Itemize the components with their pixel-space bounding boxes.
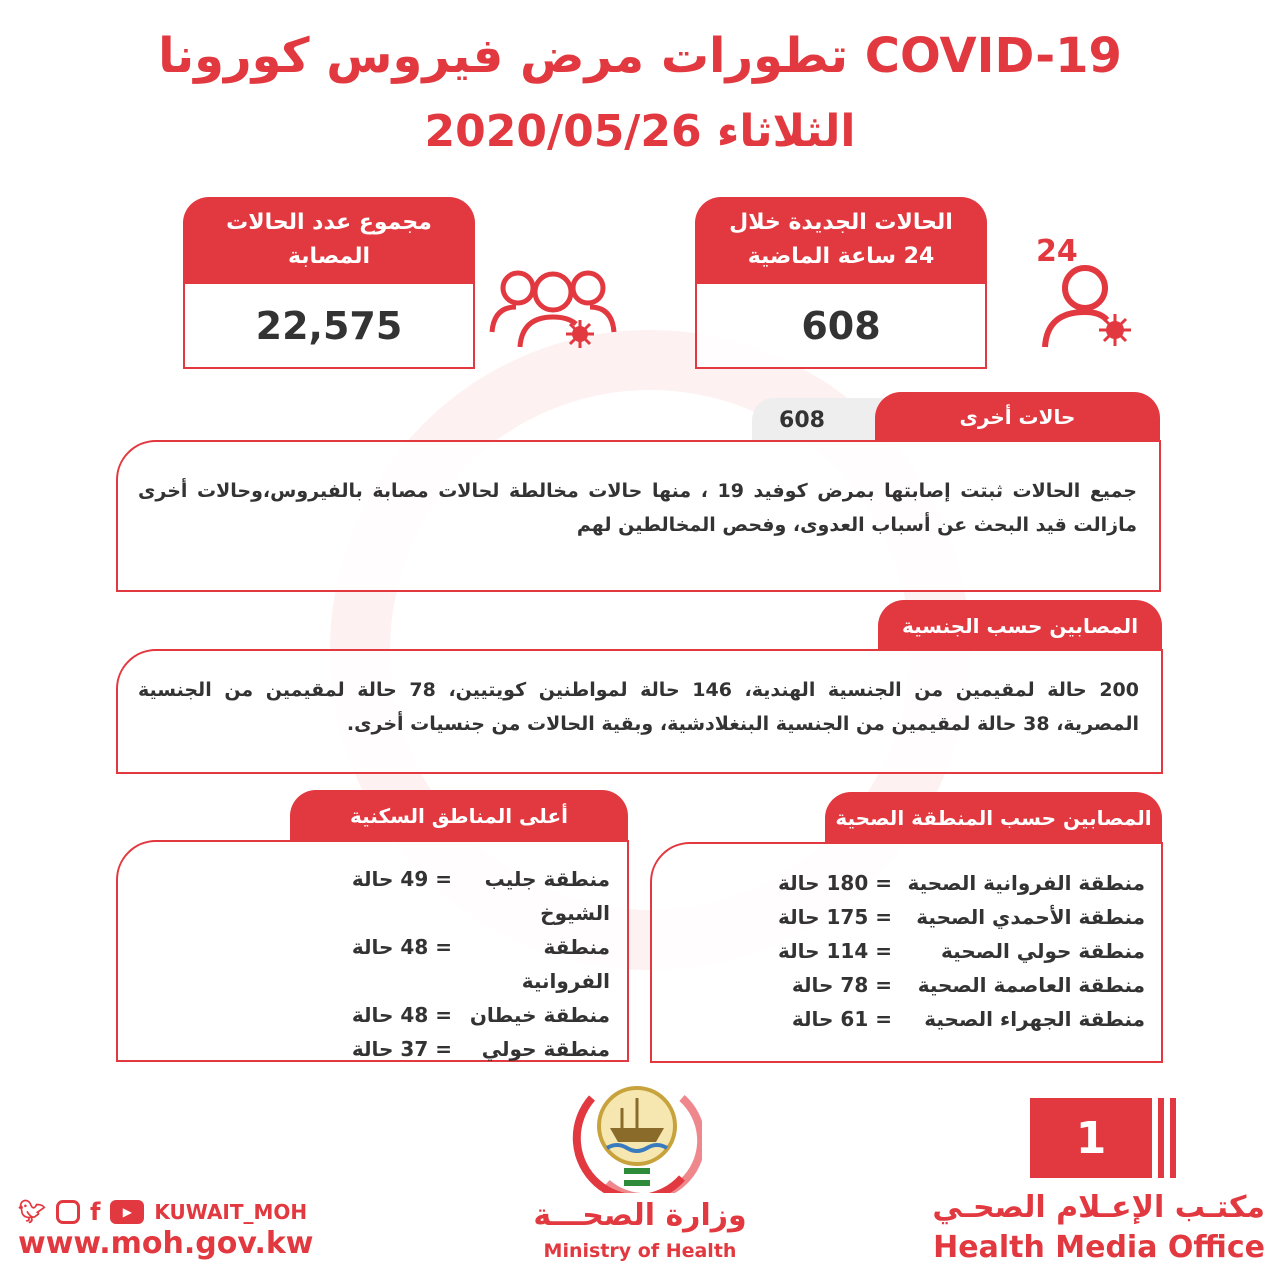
social-handle[interactable]: KUWAIT_MOH	[154, 1200, 308, 1224]
region-name: منطقة الأحمدي الصحية	[916, 905, 1145, 929]
social-links	[18, 1198, 307, 1226]
health-regions-label: المصابين حسب المنطقة الصحية	[825, 792, 1162, 844]
region-name: منطقة خيطان	[469, 1003, 610, 1027]
other-cases-text: جميع الحالات ثبتت إصابتها بمرض كوفيد 19 ، منها حالات مخالطة لحالات مصابة بالفيروس،وحالات أخرى مازالت قيد البحث عن أسباب العدوى، وفحص المخالطين لهم	[116, 440, 1161, 592]
region-value: = 180 حالة	[777, 871, 892, 895]
nationality-label: المصابين حسب الجنسية	[878, 600, 1162, 651]
new-cases-value: 608	[695, 282, 987, 369]
ministry-name-en: Ministry of Health	[543, 1240, 737, 1262]
new-cases-badge: 24	[1036, 234, 1078, 269]
decor-bar	[1170, 1098, 1176, 1178]
region-name: منطقة جليب الشيوخ	[484, 867, 610, 925]
nationality-text: 200 حالة لمقيمين من الجنسية الهندية، 146 حالة لمواطنين كويتيين، 78 حالة لمقيمين من الجنسية المصرية، 38 حالة لمقيمين من الجنسية البنغلادشية، وبقية الحالات من جنسيات أخرى.	[116, 649, 1163, 774]
twitter-icon[interactable]: 🐦︎	[18, 1199, 46, 1225]
new-cases-label: الحالات الجديدة خلال 24 ساعة الماضية	[695, 197, 987, 283]
region-name: منطقة الفروانية	[521, 935, 610, 993]
website-link[interactable]: www.moh.gov.kw	[18, 1226, 314, 1261]
total-cases-value: 22,575	[183, 282, 475, 369]
total-cases-label: مجموع عدد الحالات المصابة	[183, 197, 475, 283]
region-name: منطقة العاصمة الصحية	[917, 973, 1145, 997]
region-value: = 61 حالة	[791, 1007, 892, 1031]
person-virus-icon	[1035, 262, 1135, 352]
region-value: = 49 حالة	[351, 867, 452, 891]
region-name: منطقة حولي	[481, 1037, 610, 1061]
page-date: الثلاثاء 2020/05/26	[424, 106, 856, 157]
region-name: منطقة الجهراء الصحية	[924, 1007, 1145, 1031]
region-name: منطقة الفروانية الصحية	[907, 871, 1145, 895]
residential-list	[290, 862, 610, 1066]
ministry-name-ar: وزارة الصحـــة	[533, 1198, 747, 1233]
other-cases-label: حالات أخرى	[875, 392, 1160, 442]
decor-bar	[1158, 1098, 1164, 1178]
office-number-badge: 1	[1030, 1098, 1152, 1178]
office-name-en: Health Media Office	[933, 1230, 1265, 1265]
region-value: = 175 حالة	[777, 905, 892, 929]
youtube-icon[interactable]: ▶	[110, 1200, 144, 1224]
group-virus-icon	[488, 262, 618, 352]
region-value: = 114 حالة	[777, 939, 892, 963]
office-name-ar: مكتـب الإعـلام الصحـي	[932, 1190, 1265, 1225]
instagram-icon[interactable]	[56, 1200, 80, 1224]
health-regions-list	[730, 866, 1145, 1036]
facebook-icon[interactable]: f	[89, 1198, 101, 1226]
region-value: = 48 حالة	[351, 1003, 452, 1027]
region-name: منطقة حولي الصحية	[941, 939, 1145, 963]
region-value: = 48 حالة	[351, 935, 452, 959]
kuwait-emblem-logo	[572, 1068, 702, 1193]
other-cases-value: 608	[752, 398, 912, 442]
page-title: تطورات مرض فيروس كورونا COVID-19	[158, 28, 1122, 84]
residential-label: أعلى المناطق السكنية	[290, 790, 628, 842]
region-value: = 37 حالة	[351, 1037, 452, 1061]
region-value: = 78 حالة	[791, 973, 892, 997]
